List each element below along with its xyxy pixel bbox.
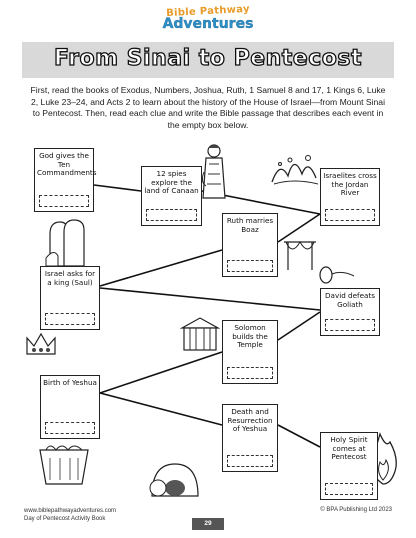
manger-illustration <box>36 440 92 490</box>
instructions-text: First, read the books of Exodus, Numbers, Joshua, Ruth, 1 Samuel 8 and 17, 1 Kings 6, Luke 2, Luke 23–24, and Acts 2 to learn about the history of the House of Israel—from Mount Sinai to Pentecost. Then, read each clue and write the Bible passage that describes each event in the empty box below. <box>30 85 386 130</box>
event-box-temple <box>222 320 278 384</box>
event-label: Holy Spirit comes at Pentecost <box>330 435 368 462</box>
passage-answer-field[interactable] <box>325 319 375 331</box>
passage-answer-field[interactable] <box>227 260 273 272</box>
river-splash-illustration <box>268 152 324 192</box>
event-label: 12 spies explore the land of Canaan <box>144 169 199 196</box>
event-box-pentecost <box>320 432 378 500</box>
footer-left <box>24 507 116 523</box>
passage-answer-field[interactable] <box>45 313 95 325</box>
crown-illustration <box>24 330 58 358</box>
event-label: Ruth marries Boaz <box>226 216 274 234</box>
event-label: Israelites cross the Jordan River <box>323 171 377 198</box>
event-box-birth <box>40 375 100 439</box>
connector-6 <box>278 312 320 340</box>
logo-line-1: Bible Pathway <box>165 3 251 20</box>
event-label: Death and Resurrection of Yeshua <box>227 407 273 434</box>
footer-website[interactable]: www.biblepathwayadventures.com <box>24 508 117 514</box>
event-box-ten-commandments <box>34 148 97 212</box>
event-box-jordan <box>320 168 380 226</box>
passage-answer-field[interactable] <box>325 483 373 495</box>
connector-7 <box>100 352 222 393</box>
page-title: From Sinai to Pentecost <box>54 46 362 71</box>
passage-answer-field[interactable] <box>227 367 273 379</box>
event-box-spies <box>141 166 202 226</box>
footer-book-title: Day of Pentecost Activity Book <box>24 516 106 522</box>
connector-4 <box>100 250 222 286</box>
tomb-illustration <box>148 458 202 498</box>
temple-illustration <box>180 316 220 354</box>
passage-answer-field[interactable] <box>45 422 95 434</box>
spy-man-illustration <box>200 142 228 200</box>
connector-9 <box>278 425 320 447</box>
stone-tablets-illustration <box>44 218 88 268</box>
passage-answer-field[interactable] <box>39 195 89 207</box>
connector-8 <box>100 393 222 425</box>
event-box-ruth <box>222 213 278 277</box>
passage-answer-field[interactable] <box>146 209 197 221</box>
connector-5 <box>100 288 320 310</box>
event-label: Israel asks for a king (Saul) <box>44 269 96 287</box>
passage-answer-field[interactable] <box>325 209 375 221</box>
logo-line-2: Adventures <box>162 16 254 32</box>
page-number: 29 <box>192 518 224 530</box>
footer-copyright: © BPA Publishing Ltd 2023 <box>320 507 392 513</box>
event-label: Solomon builds the Temple <box>232 323 268 350</box>
event-label: God gives the Ten Commandments <box>37 151 97 178</box>
connector-1 <box>94 185 141 191</box>
event-label: Birth of Yeshua <box>43 378 97 387</box>
event-box-death <box>222 404 278 472</box>
event-box-king <box>40 266 100 330</box>
sling-illustration <box>316 262 356 288</box>
event-box-david <box>320 288 380 336</box>
passage-answer-field[interactable] <box>227 455 273 467</box>
event-label: David defeats Goliath <box>325 291 375 309</box>
canopy-illustration <box>282 236 318 272</box>
